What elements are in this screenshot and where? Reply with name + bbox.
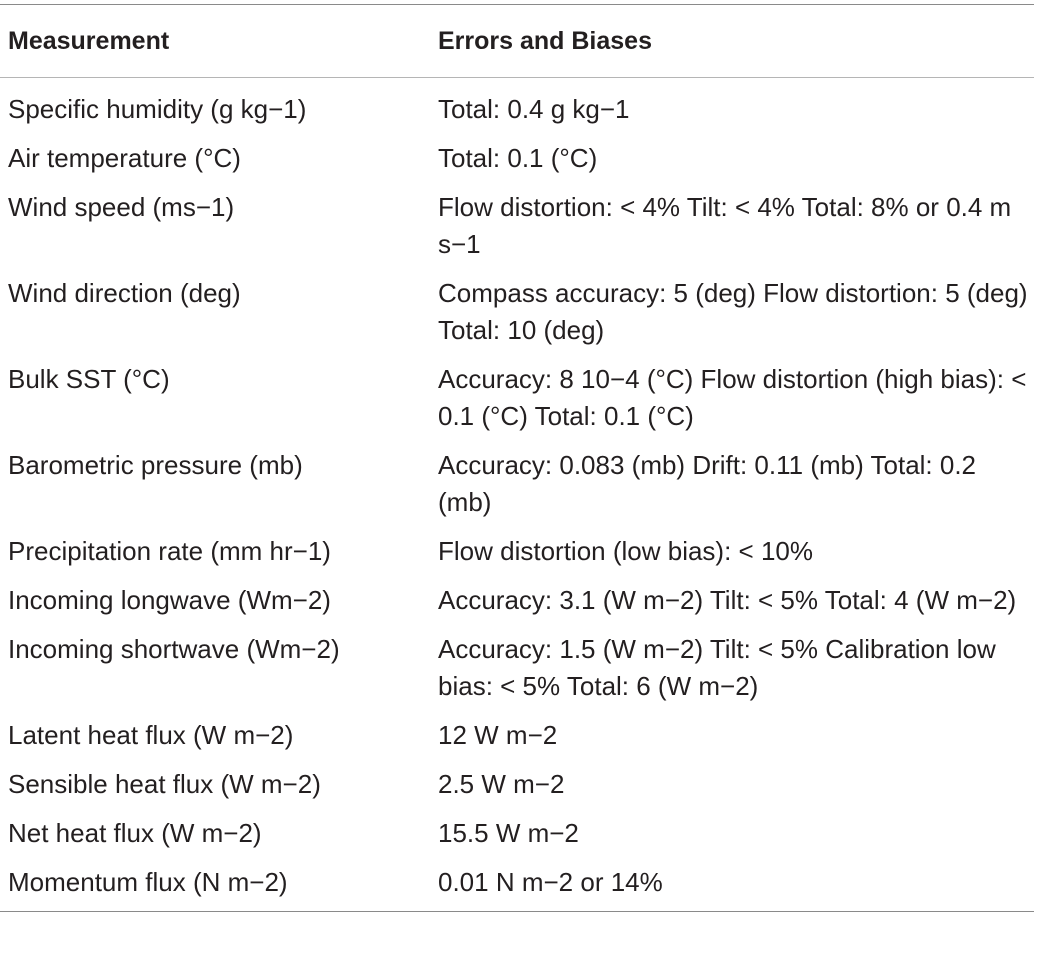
measurement-cell: Latent heat flux (W m−2) — [8, 720, 294, 750]
table-row — [0, 134, 1034, 183]
errors-cell: Compass accuracy: 5 (deg) Flow distortion: 5 (deg) Total: 10 (deg) — [438, 278, 1028, 345]
table-row — [0, 576, 1034, 625]
measurement-cell: Air temperature (°C) — [8, 143, 241, 173]
errors-cell: Accuracy: 8 10−4 (°C) Flow distortion (high bias): < 0.1 (°C) Total: 0.1 (°C) — [438, 364, 1027, 431]
errors-cell: Accuracy: 1.5 (W m−2) Tilt: < 5% Calibration low bias: < 5% Total: 6 (W m−2) — [438, 634, 996, 701]
table-row — [0, 760, 1034, 809]
measurement-cell: Bulk SST (°C) — [8, 364, 170, 394]
measurement-cell: Incoming shortwave (Wm−2) — [8, 634, 340, 664]
table-row — [0, 527, 1034, 576]
table-row — [0, 269, 1034, 355]
measurement-cell: Momentum flux (N m−2) — [8, 867, 288, 897]
errors-cell: 0.01 N m−2 or 14% — [438, 867, 663, 897]
measurement-cell: Wind speed (ms−1) — [8, 192, 235, 222]
header-errors-and-biases: Errors and Biases — [438, 26, 652, 55]
table-row — [0, 809, 1034, 858]
bottom-rule — [0, 911, 1034, 912]
measurement-cell: Incoming longwave (Wm−2) — [8, 585, 331, 615]
errors-cell: Accuracy: 3.1 (W m−2) Tilt: < 5% Total: 4 (W m−2) — [438, 585, 1017, 615]
table-header-row — [0, 5, 1034, 77]
measurement-cell: Precipitation rate (mm hr−1) — [8, 536, 331, 566]
errors-cell: Flow distortion: < 4% Tilt: < 4% Total: 8% or 0.4 m s−1 — [438, 192, 1012, 259]
table-row — [0, 441, 1034, 527]
header-measurement: Measurement — [8, 26, 170, 55]
table-row — [0, 711, 1034, 760]
errors-cell: 12 W m−2 — [438, 720, 558, 750]
table-row — [0, 183, 1034, 269]
errors-cell: 15.5 W m−2 — [438, 818, 579, 848]
measurement-cell: Barometric pressure (mb) — [8, 450, 303, 480]
table-row — [0, 355, 1034, 441]
errors-cell: Total: 0.4 g kg−1 — [438, 94, 630, 124]
table-body — [0, 78, 1034, 907]
measurement-cell: Specific humidity (g kg−1) — [8, 94, 307, 124]
errors-cell: Accuracy: 0.083 (mb) Drift: 0.11 (mb) Total: 0.2 (mb) — [438, 450, 977, 517]
errors-cell: 2.5 W m−2 — [438, 769, 565, 799]
measurement-cell: Net heat flux (W m−2) — [8, 818, 262, 848]
errors-cell: Flow distortion (low bias): < 10% — [438, 536, 813, 566]
measurement-cell: Sensible heat flux (W m−2) — [8, 769, 321, 799]
table-row — [0, 625, 1034, 711]
table-row — [0, 858, 1034, 907]
measurement-cell: Wind direction (deg) — [8, 278, 241, 308]
table-row — [0, 85, 1034, 134]
errors-biases-table — [0, 4, 1034, 912]
errors-cell: Total: 0.1 (°C) — [438, 143, 598, 173]
